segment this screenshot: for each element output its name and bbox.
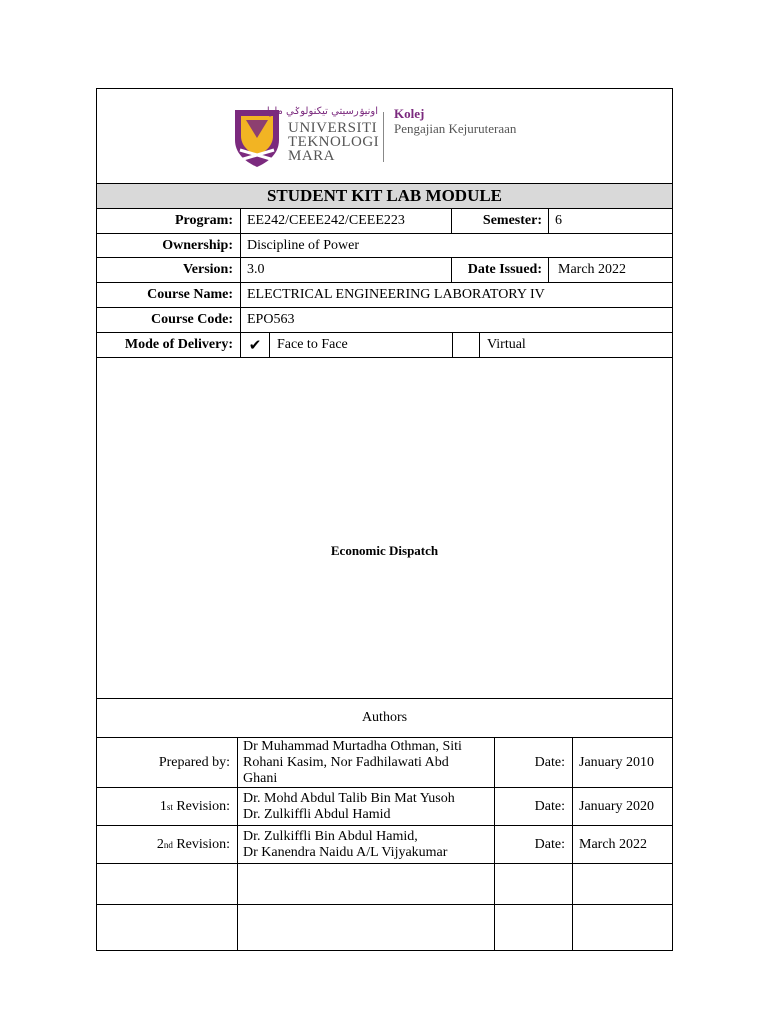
virtual-label: Virtual: [487, 337, 526, 352]
uitm-logo: [232, 106, 542, 168]
second-revision-names: [243, 826, 493, 863]
prepared-by-label: Prepared by:: [158, 754, 230, 770]
first-revision-date: January 2020: [579, 798, 655, 814]
logo-university-line-2: TEKNOLOGI: [288, 134, 380, 150]
prepared-by-names: [243, 738, 493, 787]
logo-arabic-text: اونيۏرسيتي تيكنولوݢي مارا: [266, 106, 378, 117]
ownership-label: Ownership:: [162, 237, 233, 253]
first-revision-label: 1 st Revision:: [159, 798, 230, 814]
face-to-face-checkmark-icon[interactable]: ✔: [248, 336, 262, 354]
second-revision-name-line-1: Dr. Zulkiffli Bin Abdul Hamid,: [243, 828, 418, 844]
course-code-label: Course Code:: [150, 312, 233, 327]
module-title: Economic Dispatch: [330, 543, 439, 558]
second-revision-date: March 2022: [579, 836, 648, 852]
semester-label: Semester:: [482, 213, 542, 228]
empty-author-row-1: [97, 864, 672, 904]
second-revision-number: 2: [156, 836, 164, 852]
logo-kolej-text: Kolej: [394, 106, 425, 121]
prepared-by-date: January 2010: [579, 754, 655, 770]
course-code-value: EPO563: [247, 312, 295, 327]
ownership-value: Discipline of Power: [247, 237, 359, 253]
second-revision-name-line-2: Dr Kanendra Naidu A/L Vijyakumar: [243, 844, 448, 860]
logo-university-line-1: UNIVERSITI: [288, 120, 378, 136]
date-issued-value: March 2022: [558, 262, 627, 277]
prepared-by-name-line-2: Rohani Kasim, Nor Fadhilawati Abd: [243, 754, 449, 770]
first-revision-number: 1: [159, 798, 167, 814]
version-label: Version:: [182, 262, 233, 277]
uitm-crest-icon: [232, 108, 282, 168]
semester-value: 6: [555, 213, 562, 228]
prepared-by-date-label: Date:: [534, 754, 565, 770]
page-title: STUDENT KIT LAB MODULE: [266, 186, 503, 205]
second-revision-label: 2 nd Revision:: [156, 836, 230, 852]
empty-author-row-2: [97, 905, 672, 950]
first-revision-text: Revision:: [172, 798, 230, 814]
first-revision-date-label: Date:: [534, 798, 565, 814]
first-revision-names: [243, 788, 493, 825]
prepared-by-name-line-1: Dr Muhammad Murtadha Othman, Siti: [243, 738, 462, 754]
version-value: 3.0: [247, 262, 265, 277]
logo-divider: [383, 112, 384, 162]
authors-heading: Authors: [361, 710, 408, 725]
course-name-value: ELECTRICAL ENGINEERING LABORATORY IV: [247, 287, 545, 302]
program-label: Program:: [174, 213, 233, 228]
first-revision-name-line-2: Dr. Zulkiffli Abdul Hamid: [243, 806, 391, 822]
virtual-checkbox[interactable]: [453, 333, 479, 357]
logo-university-line-3: MARA: [288, 148, 336, 164]
logo-faculty-text: Pengajian Kejuruteraan: [394, 121, 517, 136]
program-value: EE242/CEEE242/CEEE223: [247, 213, 405, 228]
mode-of-delivery-label: Mode of Delivery:: [124, 337, 233, 352]
second-revision-text: Revision:: [172, 836, 230, 852]
date-issued-label: Date Issued:: [467, 262, 542, 277]
face-to-face-label: Face to Face: [277, 337, 348, 352]
second-revision-date-label: Date:: [534, 836, 565, 852]
first-revision-name-line-1: Dr. Mohd Abdul Talib Bin Mat Yusoh: [243, 790, 455, 806]
prepared-by-name-line-3: Ghani: [243, 770, 278, 786]
course-name-label: Course Name:: [147, 287, 233, 302]
